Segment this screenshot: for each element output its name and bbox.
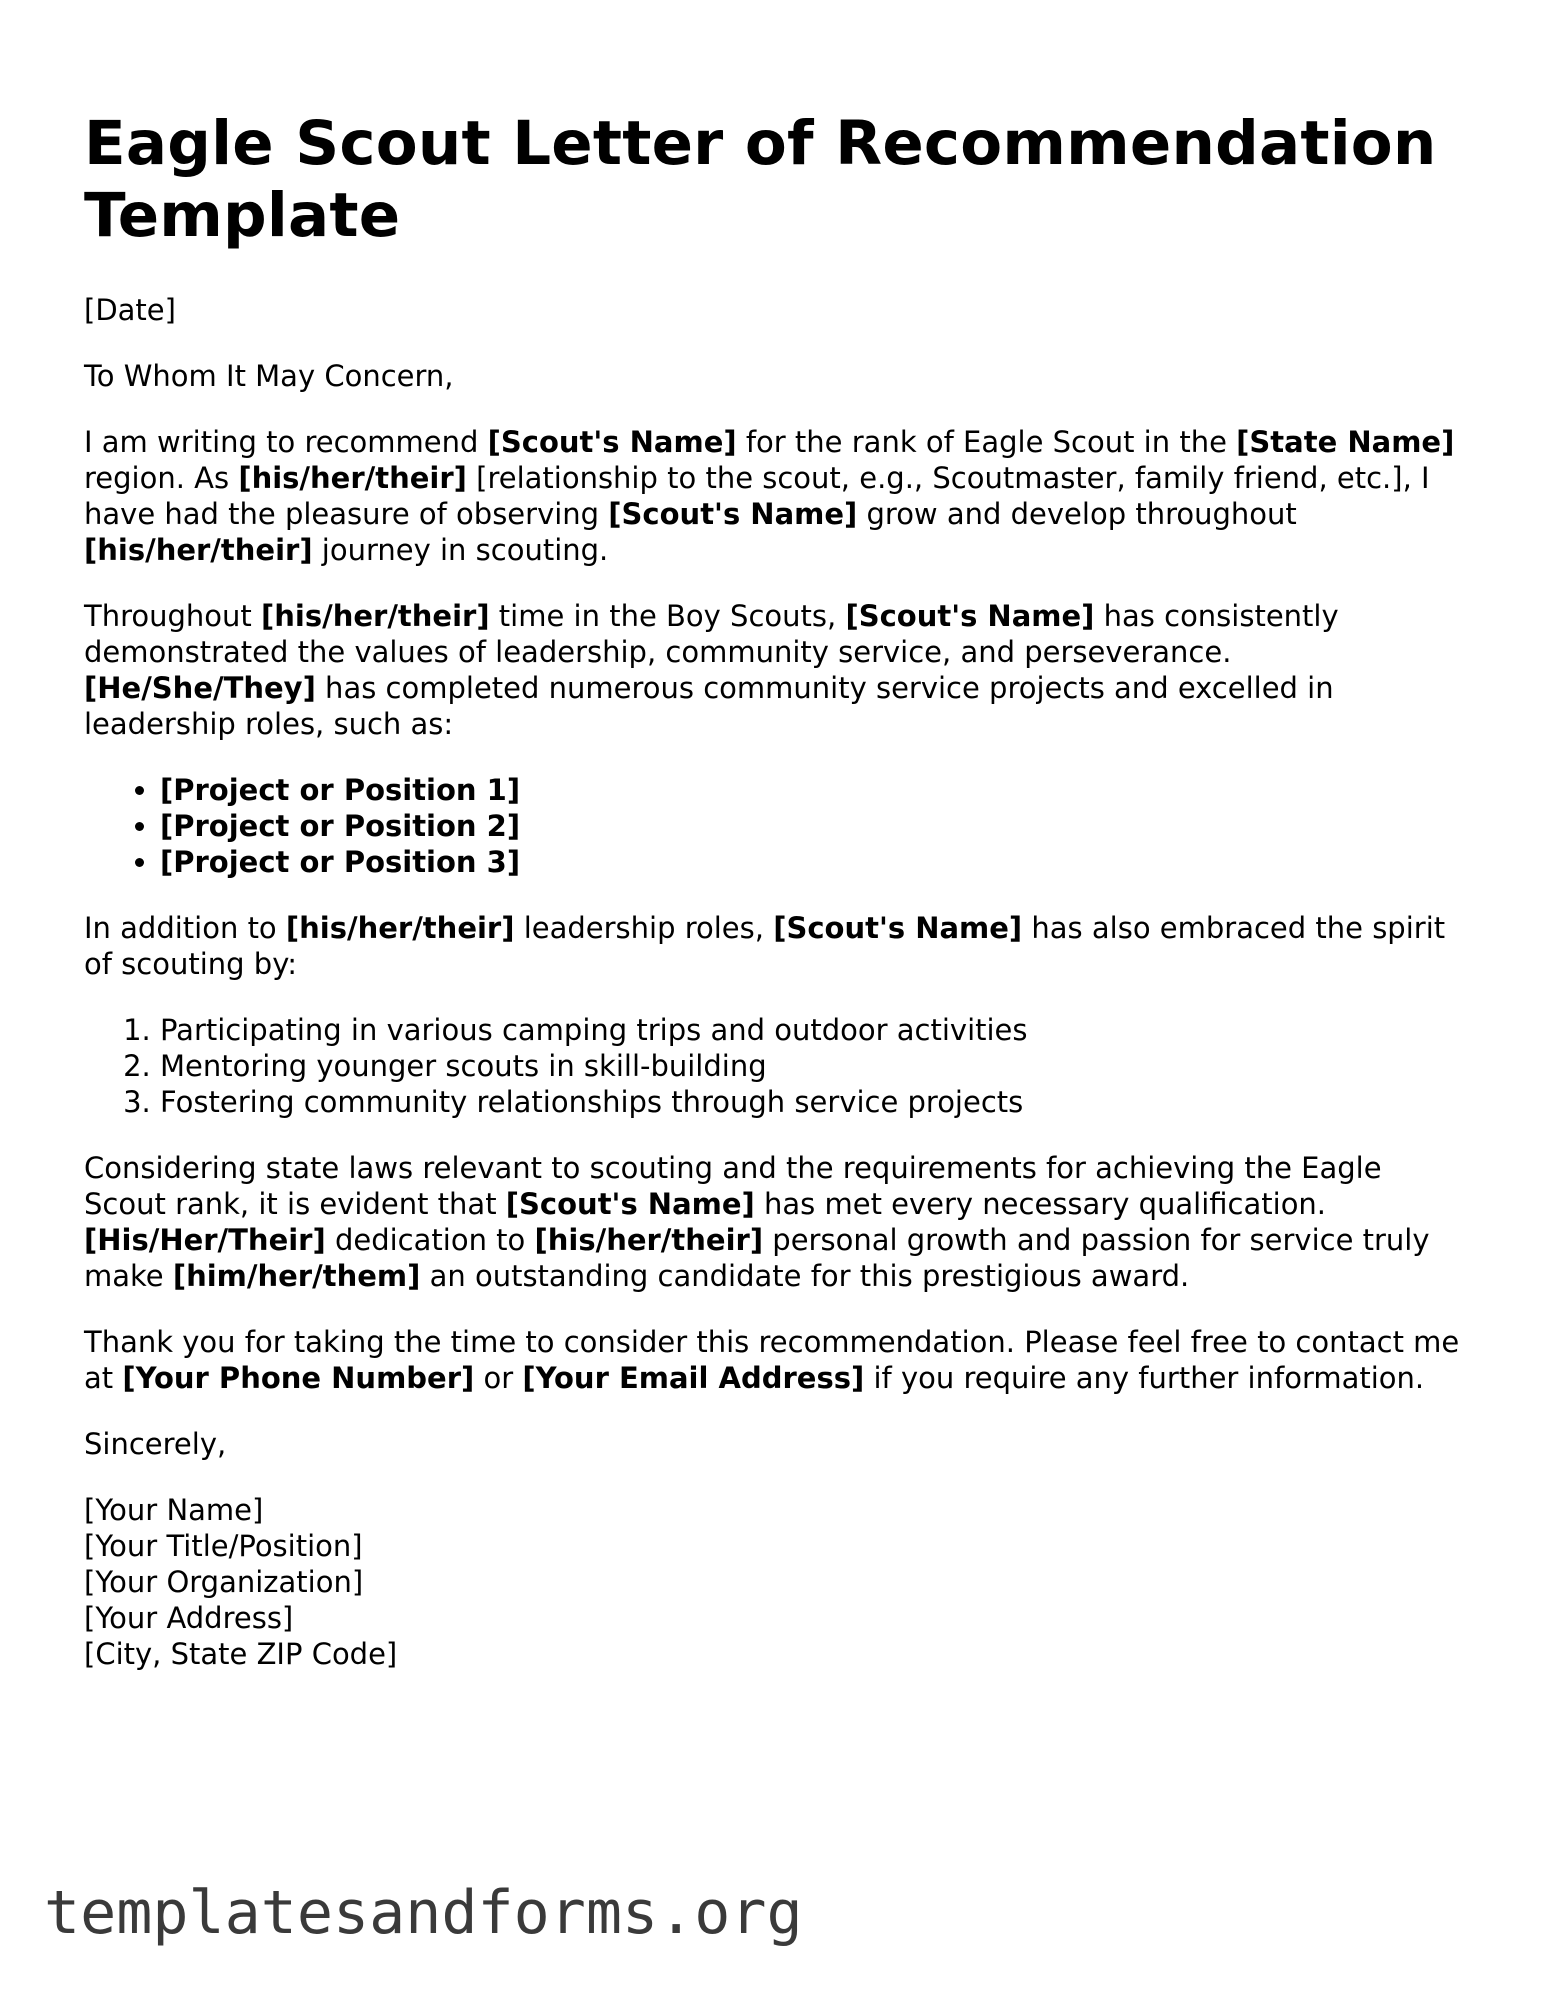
pronoun-placeholder: [His/Her/Their] bbox=[84, 1223, 326, 1257]
p1-text: region. As bbox=[84, 461, 239, 495]
email-placeholder: [Your Email Address] bbox=[522, 1361, 865, 1395]
list-item: • [Project or Position 3] bbox=[160, 844, 1464, 880]
watermark: templatesandforms.org bbox=[44, 1878, 803, 1948]
p4-text: personal growth and passion for service truly make bbox=[84, 1223, 1430, 1293]
contact-paragraph bbox=[84, 1324, 1464, 1396]
signature-line: [City, State ZIP Code] bbox=[84, 1637, 398, 1671]
signature-line: [Your Organization] bbox=[84, 1565, 364, 1599]
signature-line: [Your Title/Position] bbox=[84, 1529, 363, 1563]
pronoun-placeholder: [his/her/their] bbox=[261, 599, 490, 633]
p3-text: leadership roles, bbox=[514, 911, 774, 945]
p1-text: I am writing to recommend bbox=[84, 425, 488, 459]
p1-text: journey in scouting. bbox=[312, 533, 609, 567]
projects-list bbox=[84, 772, 1464, 880]
list-item: 2. Mentoring younger scouts in skill-building bbox=[160, 1048, 1464, 1084]
page-title: Eagle Scout Letter of Recommendation Template bbox=[84, 108, 1437, 251]
scout-name-placeholder: [Scout's Name] bbox=[773, 911, 1023, 945]
p4-text: dedication to bbox=[325, 1223, 535, 1257]
p3-text: In addition to bbox=[84, 911, 286, 945]
p2-text: has completed numerous community service projects and excelled in leadership roles, such as: bbox=[84, 671, 1334, 741]
pronoun-placeholder: [He/She/They] bbox=[84, 671, 316, 705]
signature-line: [Your Address] bbox=[84, 1601, 294, 1635]
p2-text: time in the Boy Scouts, bbox=[489, 599, 846, 633]
p4-text: has met every necessary qualification. bbox=[754, 1187, 1327, 1221]
p5-text: if you require any further information. bbox=[864, 1361, 1425, 1395]
p2-text: has consistently demonstrated the values of leadership, community service, and perseverance. bbox=[84, 599, 1339, 669]
state-name-placeholder: [State Name] bbox=[1236, 425, 1455, 459]
pronoun-placeholder: [his/her/their] bbox=[534, 1223, 764, 1257]
list-item: 3. Fostering community relationships through service projects bbox=[160, 1084, 1464, 1120]
scout-name-placeholder: [Scout's Name] bbox=[505, 1187, 755, 1221]
qualification-paragraph bbox=[84, 1150, 1464, 1294]
salutation: To Whom It May Concern, bbox=[84, 359, 454, 393]
activities-list bbox=[84, 1012, 1464, 1120]
intro-paragraph bbox=[84, 424, 1464, 568]
p4-text: Considering state laws relevant to scouting and the requirements for achieving the Eagle Scout rank, it is evident that bbox=[84, 1151, 1382, 1221]
p1-text: for the rank of Eagle Scout in the bbox=[736, 425, 1237, 459]
p5-text: or bbox=[474, 1361, 523, 1395]
values-paragraph bbox=[84, 598, 1464, 742]
p4-text: an outstanding candidate for this prestigious award. bbox=[420, 1259, 1190, 1293]
signature-block bbox=[84, 1492, 1464, 1672]
closing: Sincerely, bbox=[84, 1427, 227, 1461]
pronoun-placeholder: [him/her/them] bbox=[172, 1259, 421, 1293]
phone-placeholder: [Your Phone Number] bbox=[122, 1361, 475, 1395]
spirit-paragraph bbox=[84, 910, 1464, 982]
list-item: 1. Participating in various camping trips and outdoor activities bbox=[160, 1012, 1464, 1048]
scout-name-placeholder: [Scout's Name] bbox=[608, 497, 858, 531]
list-item: • [Project or Position 2] bbox=[160, 808, 1464, 844]
p5-text: Thank you for taking the time to consider this recommendation. Please feel free to contact me at bbox=[84, 1325, 1460, 1395]
list-item: • [Project or Position 1] bbox=[160, 772, 1464, 808]
date-line: [Date] bbox=[84, 293, 176, 327]
pronoun-placeholder: [his/her/their] bbox=[84, 533, 313, 567]
scout-name-placeholder: [Scout's Name] bbox=[845, 599, 1095, 633]
letter-document bbox=[84, 108, 1464, 1672]
scout-name-placeholder: [Scout's Name] bbox=[487, 425, 737, 459]
p2-text: Throughout bbox=[84, 599, 262, 633]
signature-line: [Your Name] bbox=[84, 1493, 264, 1527]
pronoun-placeholder: [his/her/their] bbox=[238, 461, 467, 495]
p1-text: grow and develop throughout bbox=[857, 497, 1297, 531]
pronoun-placeholder: [his/her/their] bbox=[285, 911, 515, 945]
p1-text: [relationship to the scout, e.g., Scoutmaster, family friend, etc.], I have had the pleasure of observing bbox=[84, 461, 1430, 531]
p3-text: has also embraced the spirit of scouting by: bbox=[84, 911, 1446, 981]
